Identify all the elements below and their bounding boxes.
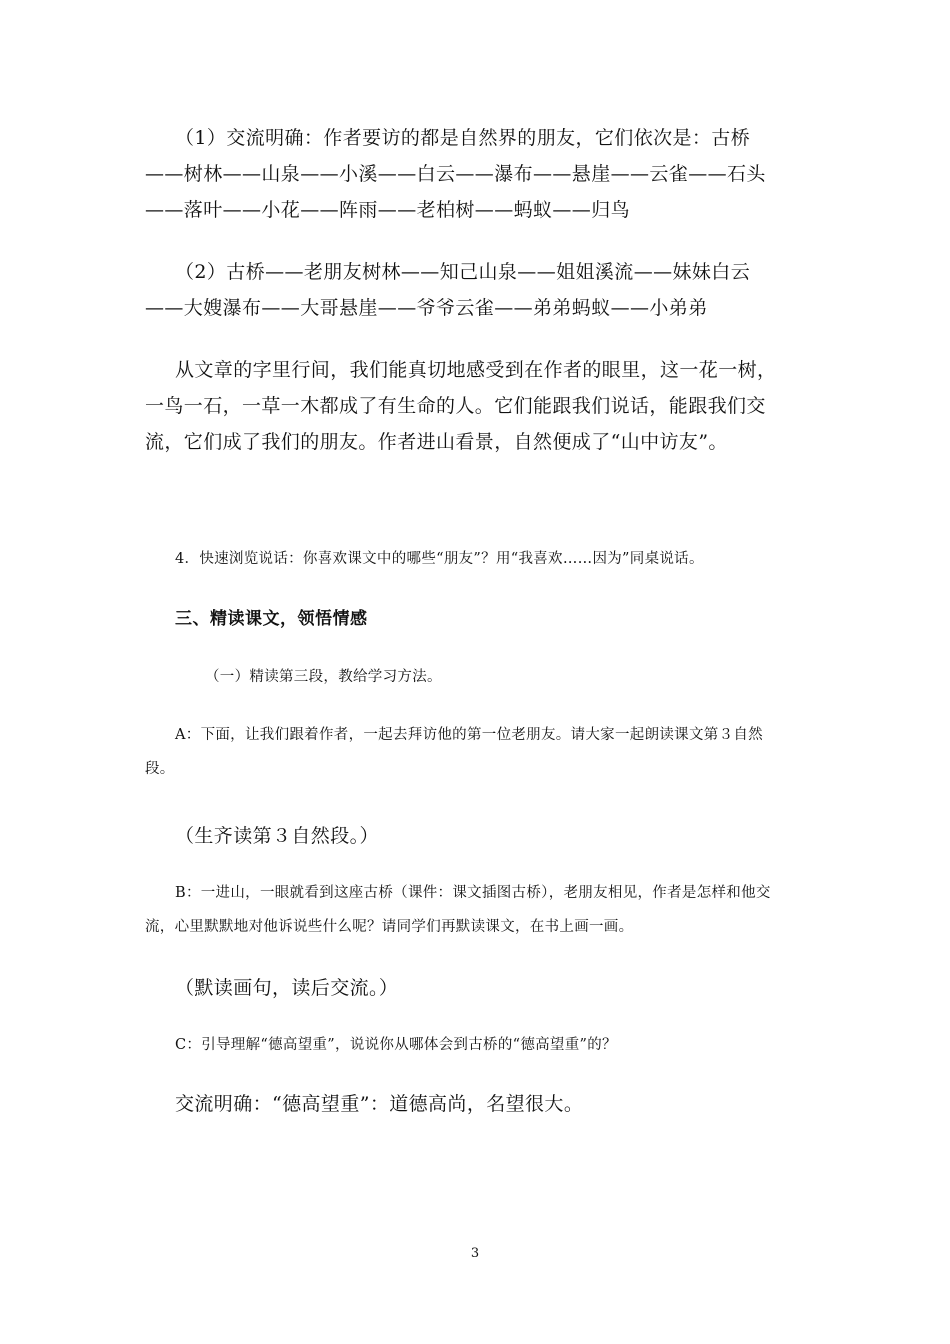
section-heading: 三、精读课文，领悟情感 — [175, 609, 368, 629]
paragraph-step-c: C：引导理解“德高望重”，说说你从哪体会到古桥的“德高望重”的？ — [175, 1037, 617, 1053]
paragraph-summary: 从文章的字里行间，我们能真切地感受到在作者的眼里，这一花一树，一鸟一石，一草一木都成了有生命的人。它们能跟我们说话，能跟我们交流，它们成了我们的朋友。作者进山看景，自然便成了“山中访友”。 — [145, 359, 777, 453]
paragraph-part-one: （一）精读第三段，教给学习方法。 — [205, 669, 442, 685]
paragraph-friends-titles: （2）古桥——老朋友树林——知己山泉——姐姐溪流——妹妹白云——大嫂瀑布——大哥悬崖——爷爷云雀——弟弟蚂蚁——小弟弟 — [145, 261, 751, 319]
paragraph-read-aloud: （生齐读第３自然段。） — [175, 825, 379, 847]
paragraph-friends-order: （1）交流明确：作者要访的都是自然界的朋友，它们依次是：古桥——树林——山泉——小溪——白云——瀑布——悬崖——云雀——石头——落叶——小花——阵雨——老柏树——蚂蚁——归鸟 — [145, 127, 766, 221]
paragraph-quick-browse: 4．快速浏览说话：你喜欢课文中的哪些“朋友”？用“我喜欢……因为”同桌说话。 — [175, 551, 704, 567]
page-number: 3 — [470, 1246, 480, 1261]
paragraph-step-a: A：下面，让我们跟着作者，一起去拜访他的第一位老朋友。请大家一起朗读课文第３自然段。 — [145, 727, 763, 777]
paragraph-step-b: B：一进山，一眼就看到这座古桥（课件：课文插图古桥），老朋友相见，作者是怎样和他交流，心里默默地对他诉说些什么呢？请同学们再默读课文，在书上画一画。 — [145, 885, 771, 935]
paragraph-silent-reading: （默读画句，读后交流。） — [175, 977, 399, 999]
paragraph-definition: 交流明确：“德高望重”：道德高尚，名望很大。 — [175, 1093, 584, 1115]
